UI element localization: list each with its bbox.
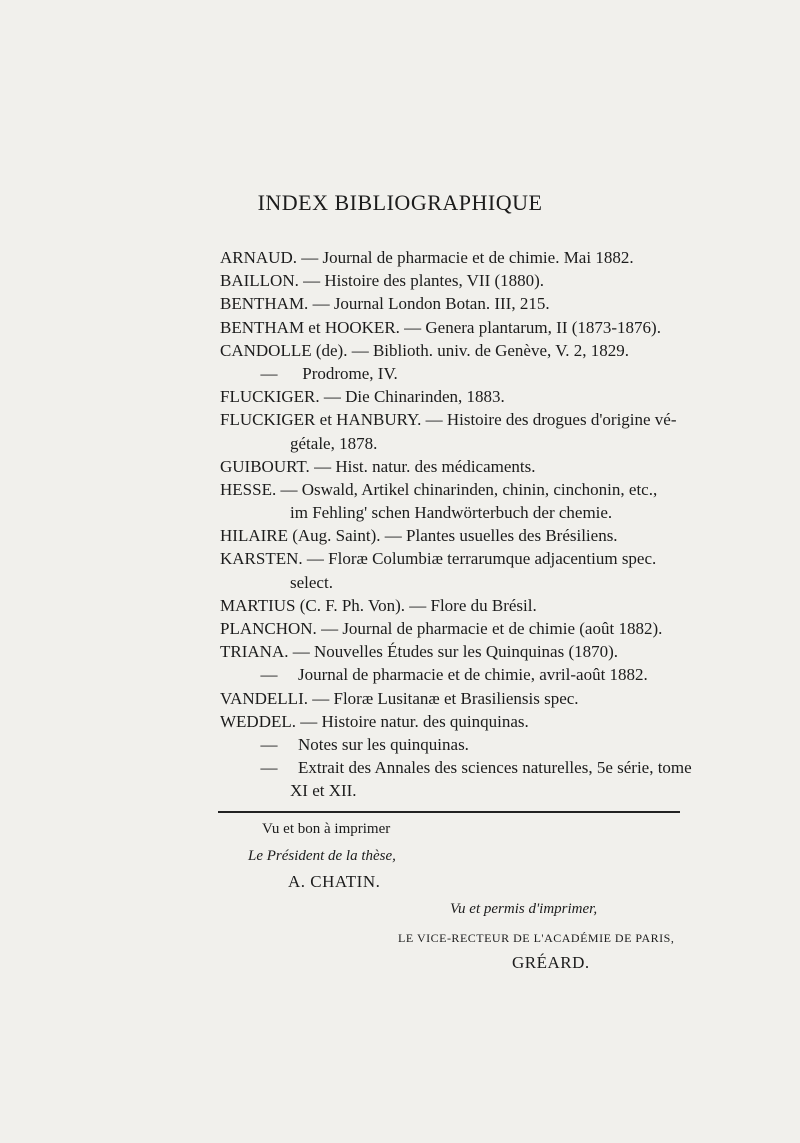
entry-author: MARTIUS (C. F. Ph. Von).	[220, 595, 405, 615]
approval-line-2: Le Président de la thèse,	[248, 848, 396, 864]
entry-text: Journal de pharmacie et de chimie (août 1882).	[342, 619, 663, 638]
bibliography-list	[220, 246, 690, 803]
list-item: — Notes sur les quinquinas.	[260, 734, 469, 754]
list-item: TRIANA. — Nouvelles Études sur les Quinquinas (1870).	[220, 642, 619, 662]
divider	[218, 811, 680, 813]
entry-text: Extrait des Annales des sciences naturelles, 5e série, tome	[298, 758, 692, 778]
entry-text: Journal de pharmacie et de chimie, avril-août 1882.	[298, 665, 648, 685]
list-item: VANDELLI. — Floræ Lusitanæ et Brasiliensis spec.	[220, 688, 579, 708]
entry-author: BENTHAM et HOOKER.	[220, 317, 400, 337]
entry-text: Oswald, Artikel chinarinden, chinin, cinchonin, etc.,	[301, 479, 658, 499]
entry-text: Hist. natur. des médicaments.	[335, 456, 536, 476]
list-item-continuation: im Fehling' schen Handwörterbuch der chemie.	[290, 503, 613, 523]
entry-text: Histoire des plantes, VII (1880).	[324, 271, 545, 291]
list-item-continuation: XI et XII.	[290, 781, 357, 801]
list-item: — Journal de pharmacie et de chimie, avril-août 1882.	[260, 665, 648, 685]
entry-author: GUIBOURT.	[220, 456, 310, 476]
entry-text: Flore du Brésil.	[430, 595, 537, 615]
entry-author: CANDOLLE (de).	[220, 340, 348, 360]
list-item: HILAIRE (Aug. Saint). — Plantes usuelles des Brésiliens.	[220, 526, 618, 546]
entry-text: Floræ Columbiæ terrarumque adjacentium spec.	[328, 549, 657, 569]
list-item: BENTHAM et HOOKER. — Genera plantarum, II (1873-1876).	[220, 317, 661, 337]
list-item: PLANCHON. — Journal de pharmacie et de chimie (août 1882).	[220, 619, 663, 638]
list-item: CANDOLLE (de). — Biblioth. univ. de Genève, V. 2, 1829.	[220, 340, 630, 360]
entry-text: Floræ Lusitanæ et Brasiliensis spec.	[333, 688, 579, 708]
entry-text: Journal de pharmacie et de chimie. Mai 1882.	[322, 248, 634, 267]
page-title: INDEX BIBLIOGRAPHIQUE	[257, 190, 543, 215]
entry-author: VANDELLI.	[220, 688, 308, 708]
list-item-continuation: gétale, 1878.	[290, 433, 378, 453]
entry-text: Die Chinarinden, 1883.	[345, 387, 505, 407]
entry-author: KARSTEN.	[220, 549, 303, 569]
entry-text: Biblioth. univ. de Genève, V. 2, 1829.	[372, 340, 630, 360]
approval-line-1: Vu et bon à imprimer	[262, 821, 391, 837]
entry-author: WEDDEL.	[220, 711, 297, 731]
entry-author: BENTHAM.	[220, 294, 309, 314]
entry-author: TRIANA.	[220, 642, 289, 662]
list-item-continuation: select.	[290, 572, 333, 592]
list-item: WEDDEL. — Histoire natur. des quinquinas.	[220, 711, 529, 731]
entry-author: HILAIRE (Aug. Saint).	[220, 526, 381, 546]
entry-author: FLUCKIGER et HANBURY.	[220, 410, 422, 430]
entry-author: FLUCKIGER.	[220, 387, 320, 407]
list-item: HESSE. — Oswald, Artikel chinarinden, chinin, cinchonin, etc.,	[220, 479, 658, 499]
list-item: FLUCKIGER. — Die Chinarinden, 1883.	[220, 387, 505, 407]
entry-text: Plantes usuelles des Brésiliens.	[406, 526, 618, 546]
entry-text: Histoire des drogues d'origine vé-	[446, 410, 677, 430]
list-item: GUIBOURT. — Hist. natur. des médicaments.	[220, 456, 536, 476]
list-item: FLUCKIGER et HANBURY. — Histoire des drogues d'origine vé-	[220, 410, 677, 430]
entry-text: Histoire natur. des quinquinas.	[321, 711, 529, 731]
entry-author: BAILLON.	[220, 271, 299, 291]
list-item: KARSTEN. — Floræ Columbiæ terrarumque adjacentium spec.	[220, 549, 657, 569]
permit-line-2: LE VICE-RECTEUR DE L'ACADÉMIE DE PARIS,	[398, 931, 675, 945]
approval-signatory: A. CHATIN.	[288, 872, 381, 891]
entry-author: ARNAUD.	[220, 248, 297, 267]
entry-text: Nouvelles Études sur les Quinquinas (1870).	[313, 642, 619, 662]
list-item: ARNAUD. — Journal de pharmacie et de chimie. Mai 1882.	[220, 248, 634, 267]
entry-text: Prodrome, IV.	[302, 363, 398, 383]
list-item: — Extrait des Annales des sciences naturelles, 5e série, tome	[260, 758, 692, 778]
list-item: BAILLON. — Histoire des plantes, VII (1880).	[220, 271, 545, 291]
entry-text: Notes sur les quinquinas.	[298, 734, 469, 754]
list-item: — Prodrome, IV.	[260, 363, 398, 383]
permit-line-1: Vu et permis d'imprimer,	[450, 901, 598, 917]
list-item: MARTIUS (C. F. Ph. Von). — Flore du Brésil.	[220, 595, 537, 615]
entry-author: PLANCHON.	[220, 619, 317, 638]
entry-text: Genera plantarum, II (1873-1876).	[425, 317, 661, 337]
entry-author: HESSE.	[220, 479, 277, 499]
list-item: BENTHAM. — Journal London Botan. III, 215.	[220, 294, 550, 314]
entry-text: Journal London Botan. III, 215.	[333, 294, 550, 314]
permit-signatory: GRÉARD.	[512, 953, 590, 972]
